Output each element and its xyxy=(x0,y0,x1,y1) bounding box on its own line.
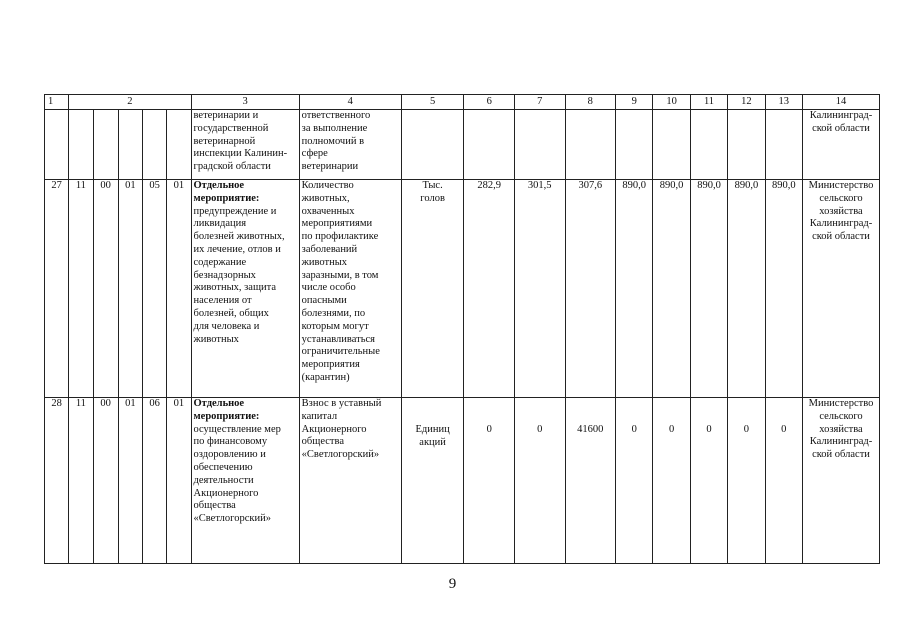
measure-cell: Отдельное мероприятие: осуществление мер по финансовому оздоровлению и обеспечению деятельности Акционерного общества «Светлогорский» xyxy=(191,398,299,564)
header-cell: 12 xyxy=(728,95,765,110)
page-number: 9 xyxy=(448,576,457,592)
header-cell: 7 xyxy=(514,95,565,110)
table-row-27 xyxy=(45,180,880,398)
value-cell: 890,0 xyxy=(616,180,653,398)
code-cell: 01 xyxy=(118,180,142,398)
header-cell: 5 xyxy=(401,95,464,110)
header-cell: 1 xyxy=(45,95,69,110)
indicator-cell: Взнос в уставный капитал Акционерного общества «Светлогорский» xyxy=(299,398,401,564)
value-cell: 282,9 xyxy=(464,180,515,398)
responsible-org-cell: Министерство сельского хозяйства Калининград- ской области xyxy=(802,398,879,564)
unit-cell: Единиц акций xyxy=(401,398,464,564)
header-row xyxy=(45,95,880,110)
header-cell: 13 xyxy=(765,95,802,110)
responsible-org-cell: Министерство сельского хозяйства Калининград- ской области xyxy=(802,180,879,398)
program-table xyxy=(44,94,880,564)
value-cell: 0 xyxy=(765,398,802,564)
code-cell: 01 xyxy=(167,398,191,564)
header-cell: 2 xyxy=(69,95,191,110)
header-cell: 14 xyxy=(802,95,879,110)
measure-cell: ветеринарии и государственной ветеринарной инспекции Калинин- градской области xyxy=(191,110,299,180)
row-number: 28 xyxy=(45,398,69,564)
header-cell: 4 xyxy=(299,95,401,110)
value-cell: 307,6 xyxy=(565,180,616,398)
measure-cell: Отдельное мероприятие: предупреждение и ликвидация болезней животных, их лечение, отлов и содержание безнадзорных животных, защита населения от болезней, общих для человека и животных xyxy=(191,180,299,398)
table-row-continued xyxy=(45,110,880,180)
code-cell: 06 xyxy=(143,398,167,564)
header-cell: 9 xyxy=(616,95,653,110)
responsible-org-cell: Калининград- ской области xyxy=(802,110,879,180)
value-cell: 0 xyxy=(653,398,690,564)
indicator-cell: Количество животных, охваченных мероприятиями по профилактике заболеваний животных заразными, в том числе особо опасными болезнями, по которым могут устанавливаться ограничительные мероприятия (карантин) xyxy=(299,180,401,398)
value-cell: 0 xyxy=(616,398,653,564)
value-cell: 0 xyxy=(514,398,565,564)
header-cell: 11 xyxy=(690,95,727,110)
unit-cell: Тыс. голов xyxy=(401,180,464,398)
header-cell: 8 xyxy=(565,95,616,110)
code-cell: 01 xyxy=(118,398,142,564)
header-cell: 6 xyxy=(464,95,515,110)
code-cell: 05 xyxy=(143,180,167,398)
value-cell: 0 xyxy=(464,398,515,564)
code-cell: 01 xyxy=(167,180,191,398)
value-cell: 41600 xyxy=(565,398,616,564)
value-cell: 301,5 xyxy=(514,180,565,398)
code-cell: 11 xyxy=(69,398,93,564)
table-row-28 xyxy=(45,398,880,564)
value-cell: 890,0 xyxy=(653,180,690,398)
code-cell: 11 xyxy=(69,180,93,398)
value-cell: 0 xyxy=(690,398,727,564)
value-cell: 0 xyxy=(728,398,765,564)
header-cell: 3 xyxy=(191,95,299,110)
value-cell: 890,0 xyxy=(728,180,765,398)
code-cell: 00 xyxy=(93,180,118,398)
header-cell: 10 xyxy=(653,95,690,110)
row-number: 27 xyxy=(45,180,69,398)
code-cell: 00 xyxy=(93,398,118,564)
value-cell: 890,0 xyxy=(690,180,727,398)
indicator-cell: ответственного за выполнение полномочий в сфере ветеринарии xyxy=(299,110,401,180)
value-cell: 890,0 xyxy=(765,180,802,398)
